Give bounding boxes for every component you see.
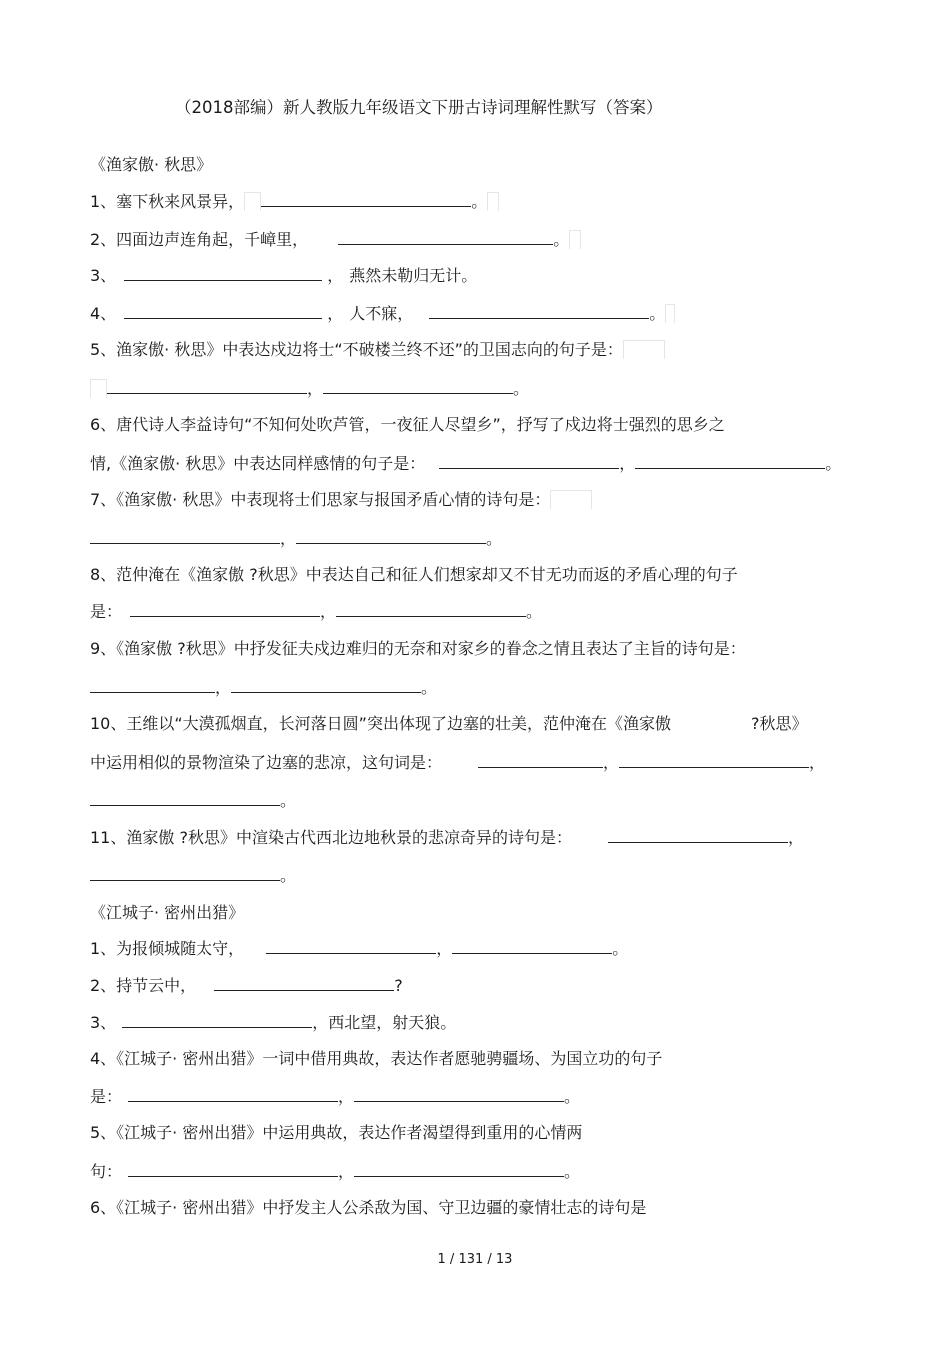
question-text: 10、王维以“大漠孤烟直，长河落日圆”突出体现了边塞的壮美，范仲淹在《渔家傲 [90, 714, 671, 733]
punctuation: ， [338, 1087, 355, 1106]
question-text: 情,《渔家傲· 秋思》中表达同样感情的句子是： [90, 454, 426, 473]
question-number: 3、 [90, 1013, 117, 1032]
punctuation: 。 [513, 379, 530, 398]
punctuation: ， [322, 304, 344, 323]
answer-blank[interactable] [608, 826, 788, 843]
question-text: 是： [90, 1087, 123, 1106]
question-text: 9、《渔家傲 ?秋思》中抒发征夫戍边难归的无奈和对家乡的眷念之情且表达了主旨的诗句是： [90, 639, 746, 658]
question-line [90, 600, 542, 622]
question-text: 西北望，射天狼。 [328, 1013, 457, 1032]
answer-blank[interactable] [439, 452, 619, 469]
answer-blank[interactable] [336, 600, 526, 617]
question-line [90, 638, 746, 660]
punctuation: ， [307, 379, 324, 398]
question-number: 3、 [90, 266, 117, 285]
question-line [90, 190, 499, 212]
question-number: 4、 [90, 304, 117, 323]
answer-blank[interactable] [122, 1011, 312, 1028]
answer-blank[interactable] [124, 302, 322, 319]
answer-blank[interactable] [635, 452, 825, 469]
punctuation: 。 [553, 230, 570, 249]
punctuation: ， [787, 828, 804, 847]
question-text: 中运用相似的景物渲染了边塞的悲凉，这句词是： [90, 753, 443, 772]
punctuation: ， [280, 529, 297, 548]
answer-blank[interactable] [266, 937, 436, 954]
punctuation: 。 [486, 529, 503, 548]
answer-blank[interactable] [429, 302, 649, 319]
question-line [90, 452, 841, 474]
page-footer: 1 / 131 / 13 [437, 1252, 513, 1267]
question-line [90, 414, 725, 436]
question-line [90, 228, 581, 250]
question-line [90, 974, 403, 996]
answer-blank[interactable] [296, 527, 486, 544]
answer-blank[interactable] [619, 751, 809, 768]
question-text: 2、四面边声连角起，千嶂里， [90, 230, 309, 249]
answer-blank[interactable] [261, 190, 471, 207]
answer-line [90, 377, 529, 399]
answer-blank[interactable] [90, 676, 215, 693]
question-text: 8、范仲淹在《渔家傲 ?秋思》中表达自己和征人们想家却又不甘无功而返的矛盾心理的句子 [90, 565, 738, 584]
punctuation: ， [338, 1162, 355, 1181]
answer-blank[interactable] [90, 864, 280, 881]
question-text: 6、《江城子· 密州出猎》中抒发主人公杀敌为国、守卫边疆的豪情壮志的诗句是 [90, 1198, 647, 1217]
question-text: 4、《江城子· 密州出猎》一词中借用典故，表达作者愿驰骋疆场、为国立功的句子 [90, 1049, 663, 1068]
question-text: 句： [90, 1162, 123, 1181]
question-text: 6、唐代诗人李益诗句“不知何处吹芦管，一夜征人尽望乡”，抒写了戍边将士强烈的思乡之 [90, 415, 725, 434]
punctuation: 。 [280, 866, 297, 885]
question-line [90, 264, 477, 286]
question-line [90, 1011, 456, 1033]
answer-line [90, 789, 296, 811]
punctuation: 。 [825, 454, 842, 473]
question-text: 7、《渔家傲· 秋思》中表现将士们思家与报国矛盾心情的诗句是： [90, 490, 551, 509]
answer-blank[interactable] [124, 264, 322, 281]
punctuation: ， [215, 678, 232, 697]
punctuation: ， [809, 753, 826, 772]
punctuation: ， [322, 266, 344, 285]
answer-blank[interactable] [354, 1085, 564, 1102]
punctuation: 。 [612, 939, 629, 958]
question-text: 是： [90, 602, 123, 621]
question-line [90, 1122, 582, 1144]
question-line [90, 937, 628, 959]
punctuation: 。 [526, 602, 543, 621]
punctuation: 。 [471, 192, 488, 211]
question-text: ?秋思》 [750, 714, 808, 733]
question-line [90, 826, 804, 848]
question-text: 1、为报倾城随太守， [90, 939, 245, 958]
punctuation: 。 [421, 678, 438, 697]
question-line [90, 1085, 580, 1107]
punctuation: ， [320, 602, 337, 621]
question-text: 5、《江城子· 密州出猎》中运用典故，表达作者渴望得到重用的心情两 [90, 1123, 583, 1142]
question-text: 人不寐， [349, 304, 414, 323]
answer-line [90, 676, 437, 698]
page-title: （2018部编）新人教版九年级语文下册古诗词理解性默写（答案） [175, 98, 663, 117]
question-text: 11、渔家傲 ?秋思》中渲染古代西北边地秋景的悲凉奇异的诗句是： [90, 828, 572, 847]
answer-blank[interactable] [90, 527, 280, 544]
question-line [90, 1160, 580, 1182]
punctuation: 。 [564, 1087, 581, 1106]
question-line [90, 1048, 662, 1070]
punctuation: 。 [280, 791, 297, 810]
answer-blank[interactable] [478, 751, 603, 768]
answer-line [90, 864, 296, 886]
question-line [90, 564, 738, 586]
answer-blank[interactable] [231, 676, 421, 693]
section-heading-yujiaao: 《渔家傲· 秋思》 [90, 155, 213, 174]
question-line [90, 1197, 646, 1219]
punctuation: ， [312, 1013, 329, 1032]
question-text: 5、渔家傲· 秋思》中表达戍边将士“不破楼兰终不还”的卫国志向的句子是： [90, 340, 623, 359]
answer-blank[interactable] [323, 377, 513, 394]
answer-blank[interactable] [452, 937, 612, 954]
question-line [90, 713, 807, 735]
question-line [90, 302, 675, 324]
answer-line [90, 527, 502, 549]
answer-blank[interactable] [338, 228, 553, 245]
answer-blank[interactable] [130, 600, 320, 617]
section-heading-jiangchengzi: 《江城子· 密州出猎》 [90, 903, 245, 922]
answer-blank[interactable] [214, 974, 394, 991]
answer-blank[interactable] [128, 1160, 338, 1177]
answer-blank[interactable] [107, 377, 307, 394]
question-line [90, 489, 592, 511]
punctuation: 。 [649, 304, 666, 323]
question-text: 1、塞下秋来风景异， [90, 192, 245, 211]
punctuation: ， [436, 939, 453, 958]
answer-blank[interactable] [90, 789, 280, 806]
question-line [90, 339, 665, 361]
punctuation: ， [603, 753, 620, 772]
punctuation: 。 [564, 1162, 581, 1181]
question-text: 2、持节云中， [90, 976, 197, 995]
answer-blank[interactable] [354, 1160, 564, 1177]
punctuation: ? [394, 976, 403, 995]
question-text: 燕然未勒归无计。 [349, 266, 478, 285]
punctuation: ， [619, 454, 636, 473]
question-line [90, 751, 825, 773]
answer-blank[interactable] [128, 1085, 338, 1102]
